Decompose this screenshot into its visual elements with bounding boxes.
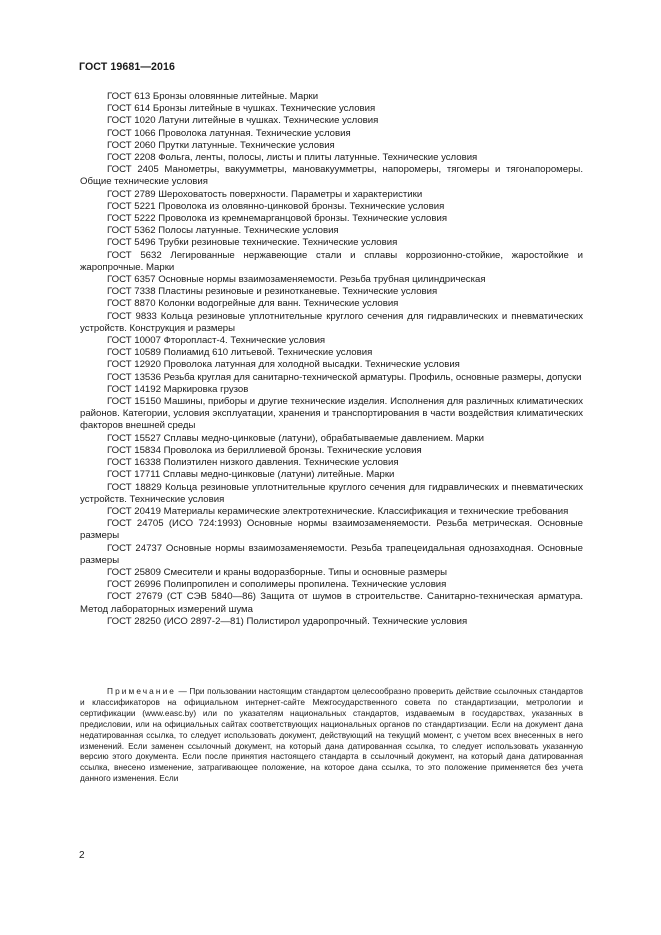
reference-entry: ГОСТ 5496 Трубки резиновые технические. Технические условия — [107, 237, 398, 249]
reference-entry: ГОСТ 13536 Резьба круглая для санитарно-технической арматуры. Профиль, основные размеры, допуски — [107, 371, 582, 383]
reference-entry: ГОСТ 7338 Пластины резиновые и резинотканевые. Технические условия — [107, 286, 438, 298]
reference-entry: ГОСТ 16338 Полиэтилен низкого давления. Технические условия — [107, 457, 399, 469]
reference-entry: ГОСТ 15834 Проволока из бериллиевой бронзы. Технические условия — [107, 444, 422, 456]
reference-entry: ГОСТ 5221 Проволока из оловянно-цинковой бронзы. Технические условия — [107, 200, 445, 212]
note-paragraph — [80, 686, 583, 784]
reference-entry: ГОСТ 26996 Полипропилен и сополимеры пропилена. Технические условия — [107, 579, 447, 591]
note-label: Примечание — [107, 686, 177, 696]
reference-entry: ГОСТ 2208 Фольга, ленты, полосы, листы и плиты латунные. Технические условия — [107, 152, 478, 164]
reference-entry: ГОСТ 1066 Проволока латунная. Технические условия — [107, 127, 351, 139]
reference-entry: ГОСТ 614 Бронзы литейные в чушках. Технические условия — [107, 103, 376, 115]
reference-entry: ГОСТ 20419 Материалы керамические электротехнические. Классификация и технические требования — [107, 505, 569, 517]
reference-entry: ГОСТ 2789 Шероховатость поверхности. Параметры и характеристики — [107, 188, 423, 200]
reference-entry: ГОСТ 8870 Колонки водогрейные для ванн. Технические условия — [107, 298, 399, 310]
normative-references-list — [80, 91, 583, 628]
note-text: — При пользовании настоящим стандартом целесообразно проверить действие ссылочных стандартов и классификаторов на официальном интернет-сайте Межгосударственного совета по стандартизации, метрологии и сертификации (www.easc.by) или по указателям национальных стандартов, издаваемым в государствах, указанных в предисловии, или на официальных сайтах соответствующих национальных органов по стандартизации. Если на документ дана недатированная ссылка, то следует использовать документ, действующий на текущий момент, с учетом всех внесенных в него изменений. Если заменен ссылочный документ, на который дана датированная ссылка, то следует использовать указанную версию этого документа. Если после принятия настоящего стандарта в ссылочный документ, на который дана датированная ссылка, внесено изменение, затрагивающее положение, на которое дана ссылка, то это положение применяется без учета данного изменения. Если — [80, 686, 583, 784]
reference-entry: ГОСТ 10589 Полиамид 610 литьевой. Технические условия — [107, 347, 373, 359]
reference-entry: ГОСТ 6357 Основные нормы взаимозаменяемости. Резьба трубная цилиндрическая — [107, 274, 486, 286]
reference-entry: ГОСТ 27679 (СТ СЭВ 5840—86) Защита от шумов в строительстве. Санитарно-техническая арматура. Метод лабораторных измерений шума — [80, 591, 583, 615]
reference-entry: ГОСТ 24737 Основные нормы взаимозаменяемости. Резьба трапецеидальная однозаходная. Основные размеры — [80, 542, 583, 566]
reference-entry: ГОСТ 14192 Маркировка грузов — [107, 383, 249, 395]
reference-entry: ГОСТ 12920 Проволока латунная для холодной высадки. Технические условия — [107, 359, 460, 371]
reference-entry: ГОСТ 18829 Кольца резиновые уплотнительные круглого сечения для гидравлических и пневматических устройств. Технические условия — [80, 481, 583, 505]
reference-entry: ГОСТ 1020 Латуни литейные в чушках. Технические условия — [107, 115, 379, 127]
reference-entry: ГОСТ 15150 Машины, приборы и другие технические изделия. Исполнения для различных климатических районов. Категории, условия эксплуатации, хранения и транспортирования в части воздействия климатических факторов внешней среды — [80, 396, 583, 432]
reference-entry: ГОСТ 613 Бронзы оловянные литейные. Марки — [107, 91, 319, 102]
reference-entry: ГОСТ 5632 Легированные нержавеющие стали и сплавы коррозионно-стойкие, жаростойкие и жаропрочные. Марки — [80, 249, 583, 273]
reference-entry: ГОСТ 25809 Смесители и краны водоразборные. Типы и основные размеры — [107, 566, 447, 578]
reference-entry: ГОСТ 2060 Прутки латунные. Технические условия — [107, 139, 335, 151]
reference-entry: ГОСТ 9833 Кольца резиновые уплотнительные круглого сечения для гидравлических и пневматических устройств. Конструкция и размеры — [80, 310, 583, 334]
reference-entry: ГОСТ 10007 Фторопласт-4. Технические условия — [107, 335, 326, 347]
page-header: ГОСТ 19681—2016 — [79, 61, 176, 73]
reference-entry: ГОСТ 5362 Полосы латунные. Технические условия — [107, 225, 339, 237]
reference-entry: ГОСТ 17711 Сплавы медно-цинковые (латуни) литейные. Марки — [107, 469, 395, 481]
page-number: 2 — [79, 850, 85, 861]
reference-entry: ГОСТ 24705 (ИСО 724:1993) Основные нормы взаимозаменяемости. Резьба метрическая. Основные размеры — [80, 518, 583, 542]
reference-entry: ГОСТ 15527 Сплавы медно-цинковые (латуни), обрабатываемые давлением. Марки — [107, 432, 484, 444]
reference-entry: ГОСТ 2405 Манометры, вакуумметры, мановакуумметры, напоромеры, тягомеры и тягонапоромеры. Общие технические условия — [80, 164, 583, 188]
reference-entry: ГОСТ 5222 Проволока из кремнемарганцовой бронзы. Технические условия — [107, 213, 448, 225]
reference-entry: ГОСТ 28250 (ИСО 2897-2—81) Полистирол ударопрочный. Технические условия — [107, 615, 468, 627]
